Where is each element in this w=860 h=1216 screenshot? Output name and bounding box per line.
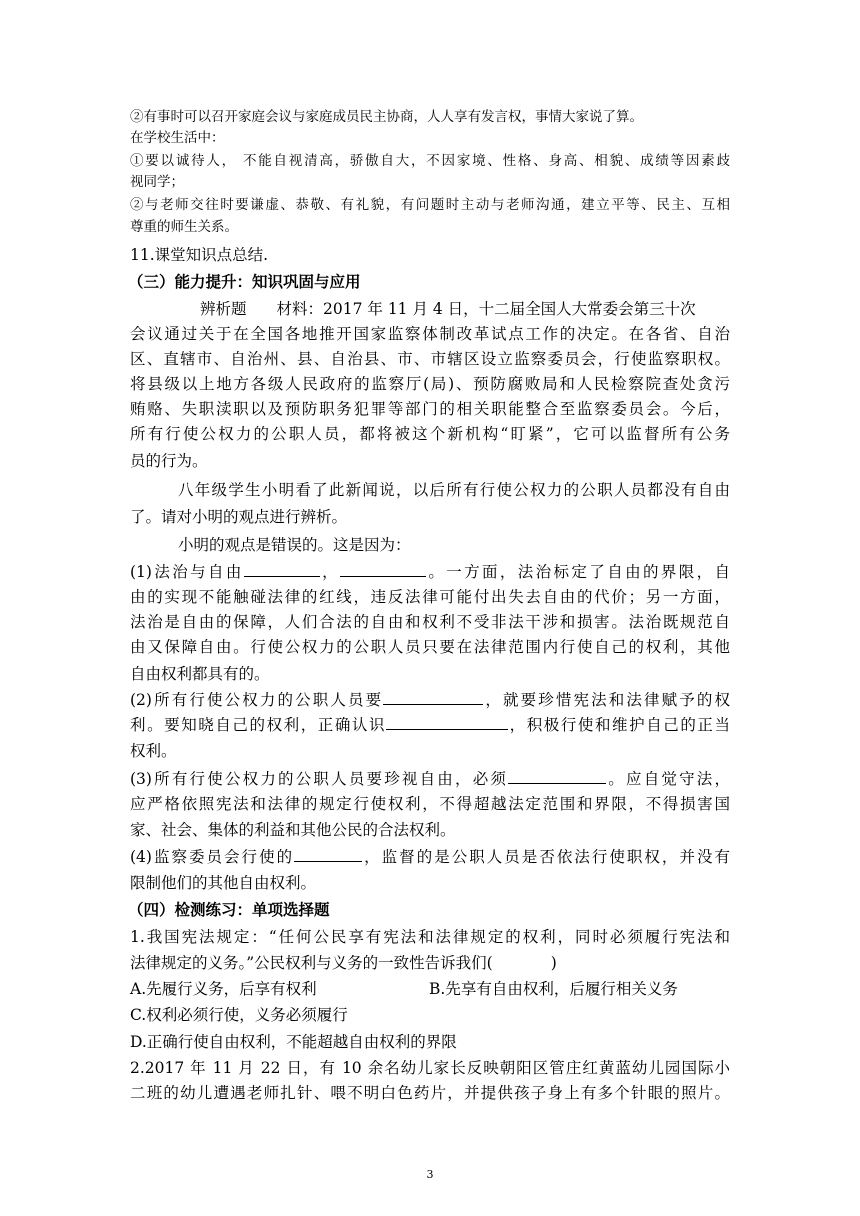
- material-line-4: 将县级以上地方各级人民政府的监察厅(局)、预防腐败局和人民检察院查处贪污: [130, 375, 730, 393]
- p4-text-b: ，监督的是公职人员是否依法行使职权，并没有: [362, 848, 730, 866]
- material-line-3: 区、直辖市、自治州、县、自治县、市、市辖区设立监察委员会，行使监察职权。: [130, 350, 730, 368]
- p4-blank[interactable]: [294, 847, 362, 862]
- p3-line-1: [130, 767, 730, 789]
- p4-line-1: [130, 845, 730, 867]
- p2-blank-1[interactable]: [383, 690, 483, 705]
- material-first-line: [130, 297, 730, 319]
- section-4-title: （四）检测练习：单项选择题: [128, 901, 330, 919]
- q1-option-b[interactable]: B.先享有自由权利，后履行相关义务: [429, 980, 678, 998]
- p1-line-2: 由的实现不能触碰法律的红线，违反法律可能付出失去自由的代价；另一方面，: [130, 588, 730, 606]
- answer-intro: 小明的观点是错误的。这是因为：: [178, 536, 411, 554]
- p2-line-2: [130, 713, 730, 735]
- page-number: 3: [426, 1168, 434, 1181]
- p1-text-a: (1)法治与自由: [130, 563, 244, 581]
- school-rule-1-line2: 视同学；: [130, 174, 184, 190]
- family-meeting-line: ②有事时可以召开家庭会议与家庭成员民主协商，人人享有发言权，事情大家说了算。: [130, 109, 643, 125]
- school-rule-2-line1: ②与老师交往时要谦虚、恭敬、有礼貌，有问题时主动与老师沟通，建立平等、民主、互相: [130, 197, 730, 213]
- q1-option-d[interactable]: D.正确行使自由权利，不能超越自由权利的界限: [130, 1033, 457, 1051]
- question-line-1: 八年级学生小明看了此新闻说，以后所有行使公权力的公职人员都没有自由: [178, 481, 730, 499]
- q1-line-2: [130, 951, 730, 973]
- material-label: 辨析题: [200, 300, 247, 318]
- school-rule-1-line1: ①要以诚待人， 不能自视清高，骄傲自大，不因家境、性格、身高、相貌、成绩等因素歧: [130, 153, 730, 169]
- p4-text-a: (4)监察委员会行使的: [130, 848, 295, 866]
- question-line-2: 了。请对小明的观点进行辨析。: [130, 508, 348, 526]
- p3-line-3: 家、社会、集体的利益和其他公民的合法权利。: [130, 821, 456, 839]
- q1-line-1: 1.我国宪法规定：“任何公民享有宪法和法律规定的权利，同时必须履行宪法和: [130, 928, 730, 946]
- p2-text-d: ，积极行使和维护自己的正当: [508, 716, 730, 734]
- p2-line-1: [130, 688, 730, 710]
- p3-text-b: 。应自觉守法，: [606, 770, 730, 788]
- p2-line-3: 权利。: [130, 742, 177, 760]
- q1-close-paren: ): [550, 954, 557, 972]
- p2-text-a: (2)所有行使公权力的公职人员要: [130, 691, 384, 709]
- p1-line-5: 自由权利都具有的。: [130, 665, 270, 683]
- p1-blank-1[interactable]: [244, 562, 320, 577]
- p1-line-4: 由又保障自由。行使公权力的公职人员只要在法律范围内行使自己的权利，其他: [130, 638, 730, 656]
- p1-text-c: 。一方面，法治标定了自由的界限，自: [426, 563, 730, 581]
- material-first-text: 材料：2017 年 11 月 4 日，十二届全国人大常委会第三十次: [276, 300, 696, 318]
- p3-blank[interactable]: [508, 769, 606, 784]
- p3-line-2: 应严格依照宪法和法律的规定行使权利，不得超越法定范围和界限，不得损害国: [130, 795, 730, 813]
- school-rule-2-line2: 尊重的师生关系。: [130, 219, 238, 235]
- p2-blank-2[interactable]: [386, 715, 508, 730]
- p1-line-3: 法治是自由的保障，人们合法的自由和权利不受非法干涉和损害。法治既规范自: [130, 613, 730, 631]
- q2-line-2: 二班的幼儿遭遇老师扎针、喂不明白色药片，并提供孩子身上有多个针眼的照片。: [130, 1084, 730, 1102]
- p1-text-b: ，: [319, 563, 341, 581]
- school-life-heading: 在学校生活中：: [130, 130, 225, 146]
- p2-text-c: 利。要知晓自己的权利，正确认识: [130, 716, 387, 734]
- q1-options-ab: [130, 977, 730, 999]
- q2-line-1: 2.2017 年 11 月 22 日，有 10 余名幼儿家长反映朝阳区管庄红黄蓝幼儿园国际小: [130, 1059, 730, 1077]
- material-line-2: 会议通过关于在全国各地推开国家监察体制改革试点工作的决定。在各省、自治: [130, 325, 730, 343]
- p3-text-a: (3)所有行使公权力的公职人员要珍视自由，必须: [130, 770, 509, 788]
- section-3-title: （三）能力提升：知识巩固与应用: [128, 273, 361, 291]
- p1-blank-2[interactable]: [340, 562, 426, 577]
- q1-option-a[interactable]: A.先履行义务，后享有权利: [130, 980, 317, 998]
- material-line-6: 所有行使公权力的公职人员，都将被这个新机构“盯紧”，它可以监督所有公务: [130, 425, 730, 443]
- q1-stem-text: 法律规定的义务。”公民权利与义务的一致性告诉我们(: [130, 954, 493, 972]
- p2-text-b: ，就要珍惜宪法和法律赋予的权: [483, 691, 730, 709]
- item-11: 11.课堂知识点总结.: [130, 246, 269, 264]
- p1-line-1: [130, 560, 730, 582]
- material-line-5: 贿赂、失职渎职以及预防职务犯罪等部门的相关职能整合至监察委员会。今后，: [130, 400, 730, 418]
- material-line-7: 员的行为。: [130, 452, 208, 470]
- p4-line-2: 限制他们的其他自由权利。: [130, 874, 317, 892]
- q1-option-c[interactable]: C.权利必须行使，义务必须履行: [130, 1006, 348, 1024]
